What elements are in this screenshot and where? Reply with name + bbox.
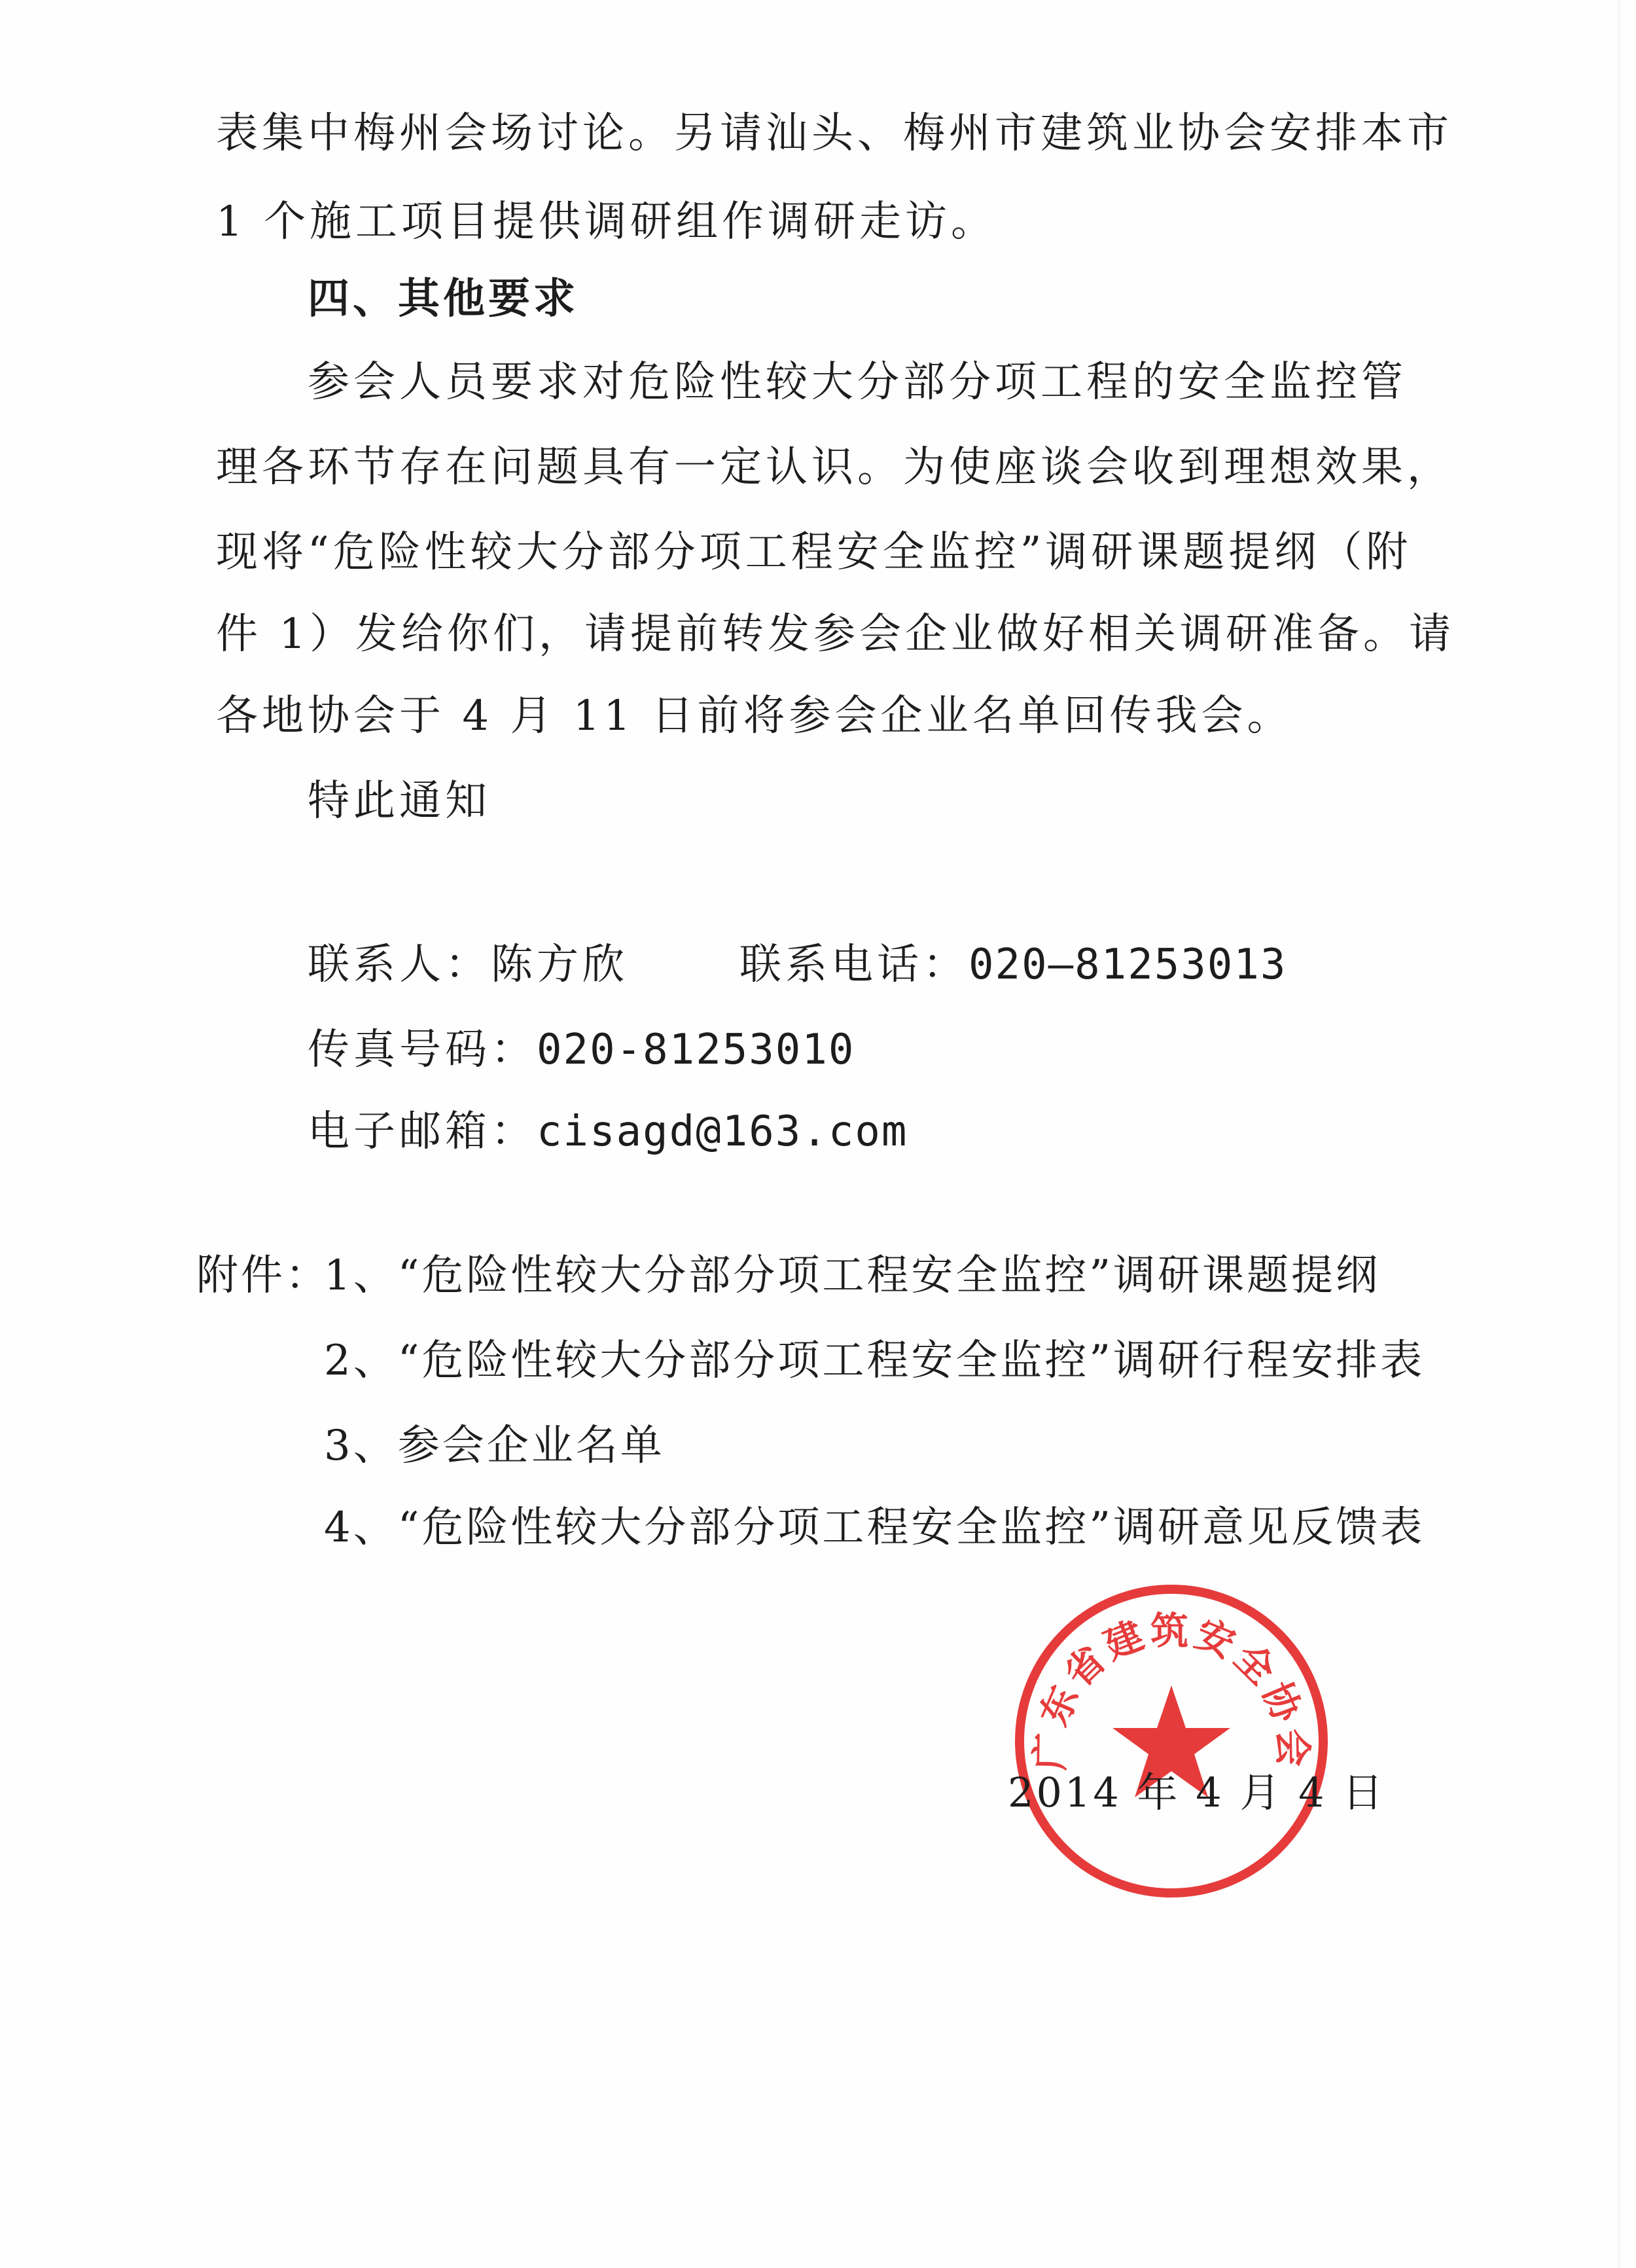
contact-person-name: 陈方欣	[491, 941, 628, 989]
closing-text: 特此通知	[308, 777, 491, 825]
attachment-item-3: 3、参会企业名单	[324, 1422, 665, 1470]
seal-text: 广东省建筑安全协会	[1027, 1608, 1315, 1771]
official-seal	[1008, 1577, 1335, 1905]
email-label: 电子邮箱：	[308, 1107, 537, 1156]
email-value: cisagd@163.com	[537, 1107, 908, 1156]
attachment-item-4: 4、“危险性较大分部分项工程安全监控”调研意见反馈表	[324, 1503, 1425, 1552]
para2-line1: 参会人员要求对危险性较大分部分项工程的安全监控管	[308, 358, 1407, 406]
attachment-item-2: 2、“危险性较大分部分项工程安全监控”调研行程安排表	[324, 1337, 1425, 1385]
para2-line5: 各地协会于 4 月 11 日前将参会企业名单回传我会。	[216, 692, 1293, 740]
signature-date: 2014 年 4 月 4 日	[1008, 1769, 1386, 1816]
para1-line1: 表集中梅州会场讨论。另请汕头、梅州市建筑业协会安排本市	[216, 109, 1453, 158]
contact-phone-line	[739, 939, 1287, 990]
contact-phone-label: 联系电话：	[739, 941, 969, 989]
attachment-item-1: 1、“危险性较大分部分项工程安全监控”调研课题提纲	[324, 1251, 1381, 1300]
para2-line2: 理各环节存在问题具有一定认识。为使座谈会收到理想效果，	[216, 443, 1453, 492]
fax-line	[308, 1024, 855, 1075]
seal-graphic	[1008, 1577, 1335, 1905]
para1-line2: 1 个施工项目提供调研组作调研走访。	[216, 198, 997, 246]
contact-person-line	[308, 939, 628, 990]
para2-line3: 现将“危险性较大分部分项工程安全监控”调研课题提纲（附	[216, 528, 1412, 577]
para2-line4: 件 1）发给你们，请提前转发参会企业做好相关调研准备。请	[216, 610, 1455, 658]
fax-label: 传真号码：	[308, 1026, 537, 1074]
section-heading: 四、其他要求	[308, 275, 578, 323]
contact-person-label: 联系人：	[308, 941, 491, 989]
contact-phone-value: 020—81253013	[969, 941, 1287, 989]
fax-value: 020-81253010	[537, 1026, 855, 1074]
email-line	[308, 1106, 908, 1157]
scan-edge	[1618, 0, 1623, 2268]
attachments-label: 附件：	[196, 1251, 330, 1300]
